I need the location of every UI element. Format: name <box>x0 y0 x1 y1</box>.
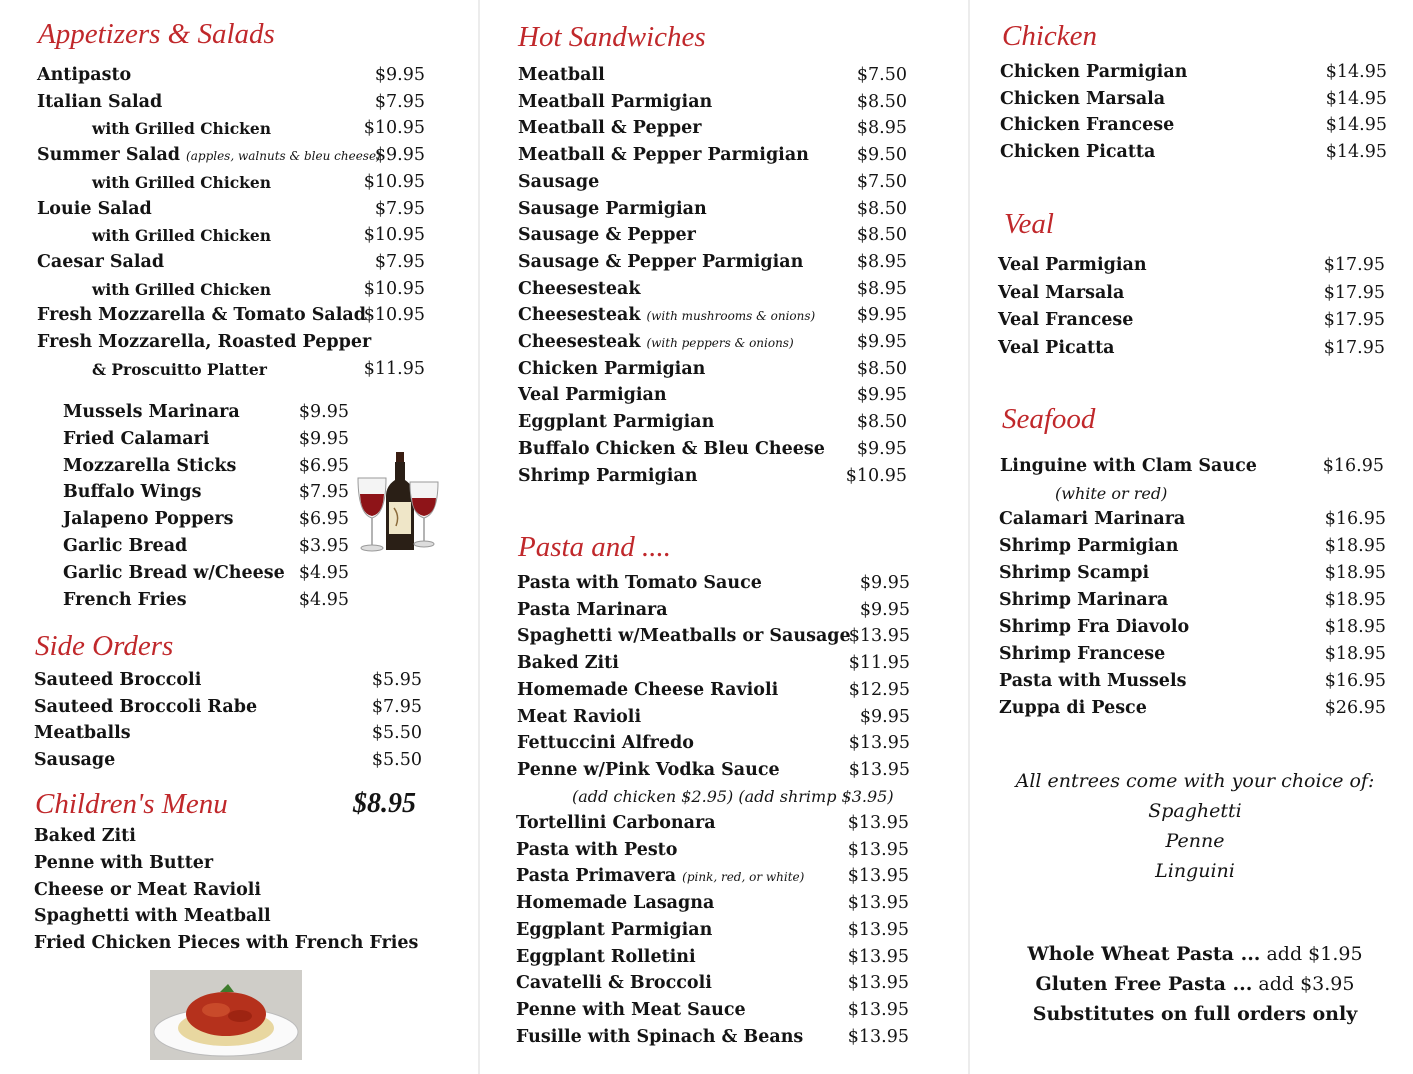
item-name: Chicken Marsala <box>1000 88 1166 109</box>
item-name: Veal Marsala <box>998 282 1125 303</box>
item-price: $13.95 <box>847 973 909 994</box>
menu-item <box>63 399 349 426</box>
menu-item <box>63 533 349 560</box>
appetizers-heading: Appetizers & Salads <box>38 18 275 50</box>
menu-item <box>518 115 907 142</box>
item-price: $8.50 <box>856 412 907 433</box>
menu-item <box>92 276 425 303</box>
item-price: $17.95 <box>1323 282 1385 303</box>
menu-item <box>518 196 907 223</box>
item-price: $13.95 <box>847 813 909 833</box>
item-price: $8.50 <box>856 91 907 112</box>
menu-panel-left <box>0 0 478 1074</box>
menu-item <box>518 89 907 116</box>
entree-choice: Penne <box>1165 830 1225 852</box>
item-price: $5.50 <box>371 723 422 744</box>
item-name: Buffalo Chicken & Bleu Cheese <box>518 438 825 459</box>
menu-item <box>518 382 907 409</box>
menu-item <box>518 302 907 329</box>
menu-item: Penne with Butter <box>34 852 214 873</box>
whole-wheat-label: Whole Wheat Pasta ... <box>1027 943 1261 965</box>
menu-item <box>63 479 349 506</box>
item-price: $17.95 <box>1323 310 1385 330</box>
menu-item <box>998 280 1385 307</box>
item-name: Veal Francese <box>998 310 1134 330</box>
menu-item <box>37 249 425 276</box>
menu-item <box>37 89 425 116</box>
menu-item <box>37 142 425 169</box>
item-name: Cavatelli & Broccoli <box>516 973 712 994</box>
item-name: Pasta with Tomato Sauce <box>517 573 762 593</box>
item-price: $9.95 <box>374 65 425 85</box>
item-name: Zuppa di Pesce <box>999 698 1147 718</box>
item-name: Pasta Marinara <box>517 599 668 620</box>
item-name: Fusille with Spinach & Beans <box>516 1026 804 1047</box>
item-price: $17.95 <box>1323 337 1385 358</box>
item-price: $7.50 <box>856 171 907 192</box>
item-price: $13.95 <box>848 733 910 754</box>
item-price: $4.95 <box>298 562 349 583</box>
chicken-heading: Chicken <box>1002 20 1098 52</box>
item-price: $13.95 <box>847 839 909 860</box>
item-price: $13.95 <box>847 893 909 914</box>
item-price: $5.50 <box>371 750 422 771</box>
gluten-free-price: add $3.95 <box>1258 973 1355 995</box>
pasta-plate-image <box>150 970 302 1060</box>
menu-item <box>92 115 425 142</box>
item-name: Homemade Cheese Ravioli <box>517 679 779 700</box>
item-price: $8.95 <box>856 118 907 139</box>
gluten-free-line <box>970 973 1413 995</box>
seafood-clam-note: (white or red) <box>1055 484 1168 503</box>
item-price: $9.95 <box>859 706 910 727</box>
item-name: Meat Ravioli <box>517 706 642 727</box>
menu-item <box>63 426 349 453</box>
item-name: Meatballs <box>34 723 131 744</box>
menu-item <box>517 730 910 757</box>
item-price: $18.95 <box>1324 617 1386 637</box>
menu-item: Cheese or Meat Ravioli <box>34 879 262 900</box>
item-name: Eggplant Parmigian <box>518 412 715 433</box>
item-name: Meatball & Pepper Parmigian <box>518 145 809 166</box>
item-name: Cheesesteak <box>518 332 641 352</box>
item-name: Spaghetti w/Meatballs or Sausage <box>517 626 851 647</box>
item-price: $13.95 <box>848 759 910 780</box>
item-name: Chicken Parmigian <box>518 358 706 379</box>
item-name: French Fries <box>63 589 187 610</box>
menu-item <box>1000 112 1387 139</box>
item-price: $17.95 <box>1323 255 1385 275</box>
item-name: Calamari Marinara <box>999 509 1186 529</box>
item-price: $18.95 <box>1324 644 1386 664</box>
item-name: Italian Salad <box>37 91 163 112</box>
menu-item <box>516 863 909 890</box>
item-price: $14.95 <box>1325 142 1387 163</box>
item-price: $9.95 <box>859 599 910 620</box>
item-price: $9.95 <box>859 573 910 593</box>
entrees-intro: All entrees come with your choice of: <box>1015 770 1375 792</box>
item-name: Sausage <box>34 750 116 771</box>
item-price: $9.95 <box>856 305 907 326</box>
item-price: $9.95 <box>298 428 349 449</box>
menu-item <box>518 329 907 356</box>
menu-item <box>516 837 909 864</box>
item-price: $13.95 <box>847 999 909 1020</box>
substitutes-note: Substitutes on full orders only <box>1032 1003 1358 1025</box>
item-name: Sauteed Broccoli <box>34 670 202 690</box>
menu-item <box>516 890 909 917</box>
item-price: $5.95 <box>371 670 422 690</box>
item-name: Eggplant Parmigian <box>516 919 713 940</box>
item-price: $3.95 <box>298 536 349 556</box>
item-name: Antipasto <box>37 65 132 85</box>
item-name: with Grilled Chicken <box>92 226 272 246</box>
pasta-add-note: (add chicken $2.95) (add shrimp $3.95) <box>572 787 894 806</box>
menu-item <box>37 302 425 329</box>
item-price: $10.95 <box>363 171 425 192</box>
item-price: $14.95 <box>1325 62 1387 82</box>
item-price: $13.95 <box>847 1026 909 1047</box>
menu-item <box>999 533 1386 560</box>
item-price: $13.95 <box>848 626 910 647</box>
item-name: Cheesesteak <box>518 305 641 326</box>
menu-item <box>34 747 422 774</box>
wine-glass-left <box>358 478 386 551</box>
item-price: $8.95 <box>856 251 907 272</box>
menu-item <box>517 623 910 650</box>
item-name: Fresh Mozzarella, Roasted Pepper <box>37 332 372 352</box>
item-name: Eggplant Rolletini <box>516 946 696 967</box>
childrens-menu-price: $8.95 <box>353 788 416 819</box>
item-name: Buffalo Wings <box>63 482 202 503</box>
menu-item <box>516 997 909 1024</box>
menu-item <box>999 587 1386 614</box>
item-name: Sausage Parmigian <box>518 198 707 219</box>
item-price: $8.50 <box>856 198 907 219</box>
item-name: Chicken Francese <box>1000 115 1175 136</box>
item-name: Pasta with Pesto <box>516 839 678 860</box>
item-price: $7.95 <box>374 91 425 112</box>
item-price: $11.95 <box>848 653 910 674</box>
item-price: $7.95 <box>298 482 349 503</box>
menu-item: Baked Ziti <box>34 826 136 846</box>
menu-item <box>999 641 1386 668</box>
item-name: with Grilled Chicken <box>92 119 272 139</box>
menu-item: Fried Chicken Pieces with French Fries <box>34 933 419 954</box>
gluten-free-label: Gluten Free Pasta ... <box>1035 973 1253 995</box>
item-name: Meatball <box>518 65 605 85</box>
item-price: $6.95 <box>298 455 349 476</box>
menu-item <box>517 597 910 624</box>
item-name: Sausage & Pepper <box>518 225 696 246</box>
item-price: $18.95 <box>1324 590 1386 610</box>
menu-item <box>517 677 910 704</box>
menu-item <box>517 570 910 597</box>
menu-item <box>1000 453 1384 480</box>
menu-item <box>37 62 425 89</box>
item-name: Caesar Salad <box>37 251 165 272</box>
item-name: Mozzarella Sticks <box>63 455 237 476</box>
item-name: Linguine with Clam Sauce <box>1000 456 1257 476</box>
item-name: Penne w/Pink Vodka Sauce <box>517 759 780 780</box>
whole-wheat-line <box>970 943 1413 965</box>
item-note: (with mushrooms & onions) <box>646 309 816 324</box>
item-name: Sausage <box>518 171 600 192</box>
item-price: $16.95 <box>1324 671 1386 691</box>
item-price: $16.95 <box>1322 456 1384 476</box>
item-name: Chicken Parmigian <box>1000 62 1188 82</box>
item-name: Shrimp Parmigian <box>518 465 698 486</box>
item-price: $9.95 <box>298 402 349 422</box>
item-name: Shrimp Parmigian <box>999 536 1179 556</box>
item-name: Shrimp Fra Diavolo <box>999 617 1190 637</box>
item-name: Sauteed Broccoli Rabe <box>34 696 258 717</box>
item-price: $8.95 <box>856 278 907 299</box>
item-price: $9.95 <box>856 438 907 459</box>
menu-item <box>516 810 909 837</box>
item-price: $9.95 <box>856 332 907 352</box>
menu-item <box>92 222 425 249</box>
wine-bottle <box>386 452 414 550</box>
whole-wheat-price: add $1.95 <box>1266 943 1363 965</box>
menu-item <box>63 453 349 480</box>
item-name: Tortellini Carbonara <box>516 813 716 833</box>
item-name: Veal Parmigian <box>998 255 1147 275</box>
menu-item <box>1000 59 1387 86</box>
item-note: (pink, red, or white) <box>682 870 805 885</box>
item-price: $7.95 <box>371 696 422 717</box>
menu-item <box>999 560 1386 587</box>
item-name: Summer Salad <box>37 145 181 166</box>
item-name: with Grilled Chicken <box>92 172 272 192</box>
item-name: Chicken Picatta <box>1000 142 1156 163</box>
pasta-heading: Pasta and .... <box>518 531 672 563</box>
item-price: $16.95 <box>1324 509 1386 529</box>
item-name: Fresh Mozzarella & Tomato Salad <box>37 305 366 326</box>
item-price: $10.95 <box>363 118 425 139</box>
item-name: with Grilled Chicken <box>92 279 272 299</box>
menu-item <box>999 668 1386 695</box>
seafood-heading: Seafood <box>1002 403 1096 435</box>
side-orders-heading: Side Orders <box>35 630 174 662</box>
item-note: (with peppers & onions) <box>646 336 794 350</box>
hot-sandwiches-heading: Hot Sandwiches <box>518 21 706 53</box>
menu-item <box>517 757 910 784</box>
menu-item <box>63 587 349 614</box>
item-price: $18.95 <box>1324 536 1386 556</box>
menu-item <box>518 249 907 276</box>
menu-item <box>37 196 425 223</box>
item-price: $13.95 <box>847 946 909 967</box>
item-note: (apples, walnuts & bleu cheese) <box>186 149 381 164</box>
menu-item <box>516 944 909 971</box>
menu-item <box>92 169 425 196</box>
menu-item <box>998 252 1385 279</box>
item-name: Shrimp Francese <box>999 644 1166 664</box>
menu-item <box>516 970 909 997</box>
menu-item <box>517 704 910 731</box>
item-name: Baked Ziti <box>517 653 619 674</box>
menu-item <box>34 694 422 721</box>
menu-item <box>999 695 1386 722</box>
menu-item <box>518 436 907 463</box>
menu-item <box>92 356 425 383</box>
menu-item <box>37 329 425 356</box>
menu-item <box>517 650 910 677</box>
item-name: & Proscuitto Platter <box>92 359 267 379</box>
menu-item <box>518 222 907 249</box>
menu-item <box>518 142 907 169</box>
item-price: $4.95 <box>298 589 349 610</box>
menu-item <box>63 560 349 587</box>
menu-item <box>999 614 1386 641</box>
wine-glass-right <box>410 482 438 547</box>
item-name: Veal Parmigian <box>518 385 667 406</box>
childrens-menu-heading: Children's Menu <box>35 788 228 820</box>
wine-illustration <box>352 450 442 560</box>
item-name: Pasta with Mussels <box>999 671 1187 691</box>
item-name: Louie Salad <box>37 198 152 219</box>
item-name: Garlic Bread <box>63 536 188 556</box>
item-price: $10.95 <box>363 305 425 326</box>
item-name: Cheesesteak <box>518 278 641 299</box>
menu-item <box>518 409 907 436</box>
entree-choice: Linguini <box>1155 860 1235 882</box>
item-price: $9.95 <box>374 145 425 166</box>
menu-item <box>518 356 907 383</box>
item-name: Penne with Meat Sauce <box>516 999 746 1020</box>
item-price: $14.95 <box>1325 115 1387 136</box>
item-name: Garlic Bread w/Cheese <box>63 562 285 583</box>
item-price: $10.95 <box>845 465 907 486</box>
menu-item <box>518 169 907 196</box>
menu-item <box>63 506 349 533</box>
menu-panel-right <box>970 0 1413 1074</box>
menu-item <box>998 335 1385 362</box>
menu-item <box>1000 86 1387 113</box>
item-name: Shrimp Scampi <box>999 563 1150 583</box>
item-price: $7.50 <box>856 65 907 85</box>
menu-item <box>516 917 909 944</box>
item-price: $8.50 <box>856 358 907 379</box>
menu-item <box>34 667 422 694</box>
item-name: Sausage & Pepper Parmigian <box>518 251 804 272</box>
item-name: Mussels Marinara <box>63 402 240 422</box>
item-price: $26.95 <box>1324 698 1386 718</box>
item-name: Pasta Primavera <box>516 866 677 887</box>
menu-item <box>998 307 1385 334</box>
menu-item <box>518 62 907 89</box>
item-price: $14.95 <box>1325 88 1387 109</box>
item-price: $7.95 <box>374 198 425 219</box>
menu-item <box>516 1024 909 1051</box>
item-price: $10.95 <box>363 278 425 299</box>
item-name: Meatball & Pepper <box>518 118 702 139</box>
item-name: Homemade Lasagna <box>516 893 715 914</box>
item-price: $6.95 <box>298 509 349 530</box>
item-name: Fettuccini Alfredo <box>517 733 694 754</box>
item-price: $7.95 <box>374 251 425 272</box>
item-price: $13.95 <box>847 866 909 887</box>
menu-item <box>999 506 1386 533</box>
item-name: Jalapeno Poppers <box>63 509 234 530</box>
item-price: $12.95 <box>848 679 910 700</box>
item-price: $10.95 <box>363 225 425 246</box>
item-price: $9.50 <box>856 145 907 166</box>
veal-heading: Veal <box>1004 208 1054 240</box>
menu-item <box>518 463 907 490</box>
item-price: $8.50 <box>856 225 907 246</box>
item-name: Meatball Parmigian <box>518 91 713 112</box>
item-name: Veal Picatta <box>998 337 1115 358</box>
item-price: $9.95 <box>856 385 907 406</box>
menu-item <box>34 720 422 747</box>
menu-item <box>1000 139 1387 166</box>
item-name: Fried Calamari <box>63 428 210 449</box>
item-price: $11.95 <box>363 358 425 379</box>
item-name: Shrimp Marinara <box>999 590 1169 610</box>
menu-item: Spaghetti with Meatball <box>34 906 271 927</box>
item-price: $13.95 <box>847 919 909 940</box>
menu-panel-middle <box>480 0 968 1074</box>
menu-item <box>518 276 907 303</box>
item-price: $18.95 <box>1324 563 1386 583</box>
entree-choice: Spaghetti <box>1148 800 1242 822</box>
